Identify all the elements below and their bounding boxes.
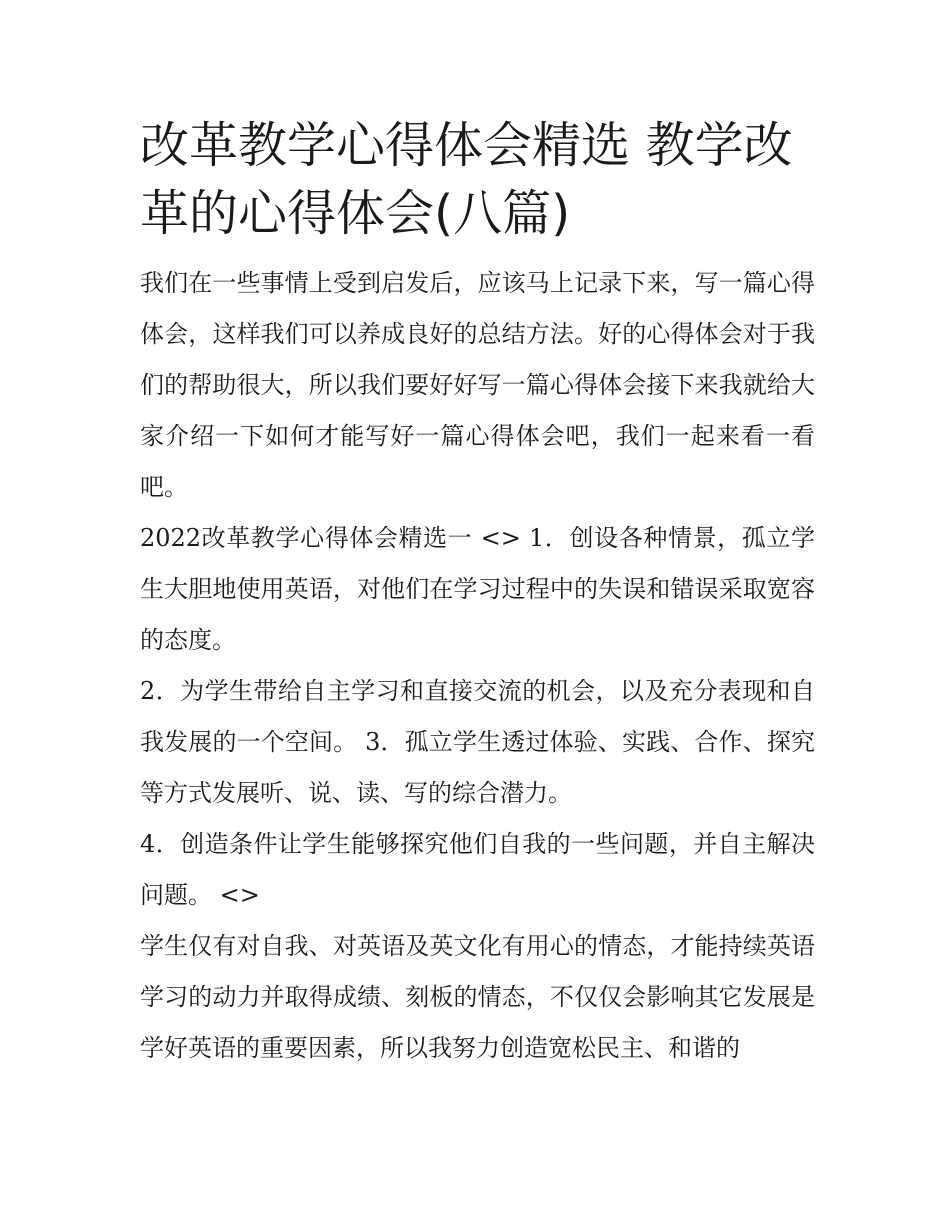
paragraph-attitude: 学生仅有对自我、对英语及英文化有用心的情态，才能持续英语学习的动力并取得成绩、刻板的情态，不仅仅会影响其它发展是学好英语的重要因素，所以我努力创造宽松民主、和谐的 (140, 932, 815, 1062)
paragraph-intro: 我们在一些事情上受到启发后，应该马上记录下来，写一篇心得体会，这样我们可以养成良好的总结方法。好的心得体会对于我们的帮助很大，所以我们要好好写一篇心得体会接下来我就给大家介绍一下如何才能写好一篇心得体会吧，我们一起来看一看吧。 (140, 269, 815, 501)
paragraph-point-two-three: 2．为学生带给自主学习和直接交流的机会，以及充分表现和自我发展的一个空间。 3．孤立学生透过体验、实践、合作、探究等方式发展听、说、读、写的综合潜力。 (140, 677, 815, 807)
paragraph-point-four: 4．创造条件让学生能够探究他们自我的一些问题，并自主解决问题。 <> (140, 830, 815, 909)
document-page (140, 112, 815, 1074)
paragraph-section-one: 2022改革教学心得体会精选一 <> 1．创设各种情景，孤立学生大胆地使用英语，对他们在学习过程中的失误和错误采取宽容的态度。 (140, 524, 815, 654)
document-title: 改革教学心得体会精选 教学改革的心得体会(八篇) (140, 117, 793, 242)
